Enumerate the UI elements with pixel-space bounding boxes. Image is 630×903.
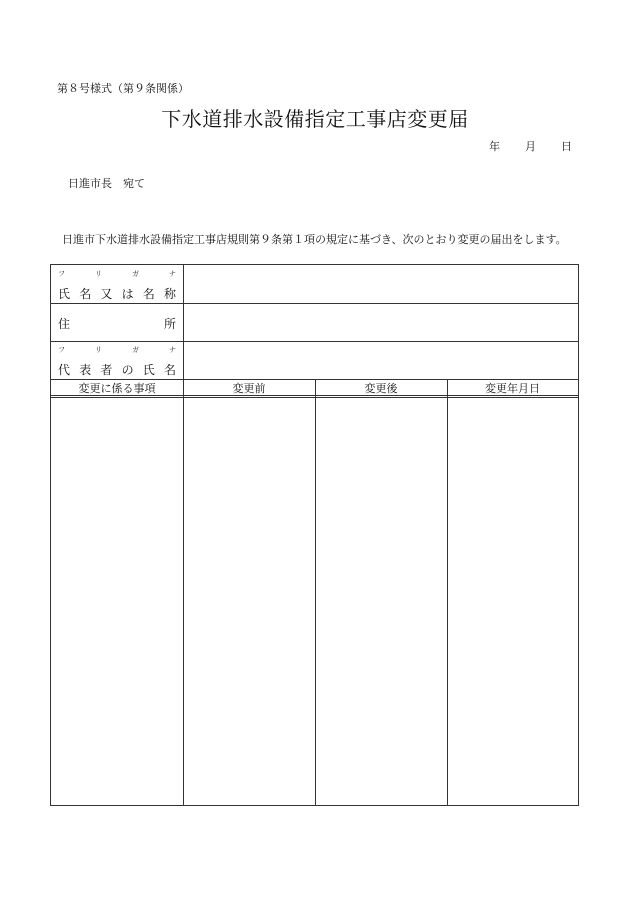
representative-label: 代 表 者 の 氏 名 bbox=[58, 363, 176, 377]
before-change-cell[interactable] bbox=[184, 398, 315, 805]
name-furigana-label: フ リ ガ ナ bbox=[58, 270, 176, 278]
addressee: 日進市長 宛て bbox=[68, 177, 145, 190]
header-change-date: 変更年月日 bbox=[485, 382, 540, 395]
changed-item-cell[interactable] bbox=[51, 398, 183, 805]
name-field[interactable] bbox=[184, 265, 578, 303]
date-year-label: 年 bbox=[489, 140, 500, 153]
date-month-label: 月 bbox=[525, 140, 536, 153]
page-title: 下水道排水設備指定工事店変更届 bbox=[161, 107, 469, 131]
form-number: 第８号様式（第９条関係） bbox=[57, 82, 189, 95]
date-day-label: 日 bbox=[561, 140, 572, 153]
representative-furigana-label: フ リ ガ ナ bbox=[58, 346, 176, 354]
change-details-table bbox=[50, 379, 579, 806]
representative-field[interactable] bbox=[184, 342, 578, 382]
after-change-cell[interactable] bbox=[316, 398, 447, 805]
address-label: 住 所 bbox=[58, 317, 176, 331]
name-label: 氏 名 又 は 名 称 bbox=[58, 287, 176, 301]
change-date-cell[interactable] bbox=[448, 398, 578, 805]
address-field[interactable] bbox=[184, 304, 578, 341]
header-after-change: 変更後 bbox=[364, 382, 398, 395]
applicant-info-table bbox=[50, 264, 579, 396]
header-changed-item: 変更に係る事項 bbox=[78, 382, 156, 395]
body-text: 日進市下水道排水設備指定工事店規則第９条第１項の規定に基づき、次のとおり変更の届出をします。 bbox=[62, 233, 567, 246]
header-before-change: 変更前 bbox=[232, 382, 266, 395]
